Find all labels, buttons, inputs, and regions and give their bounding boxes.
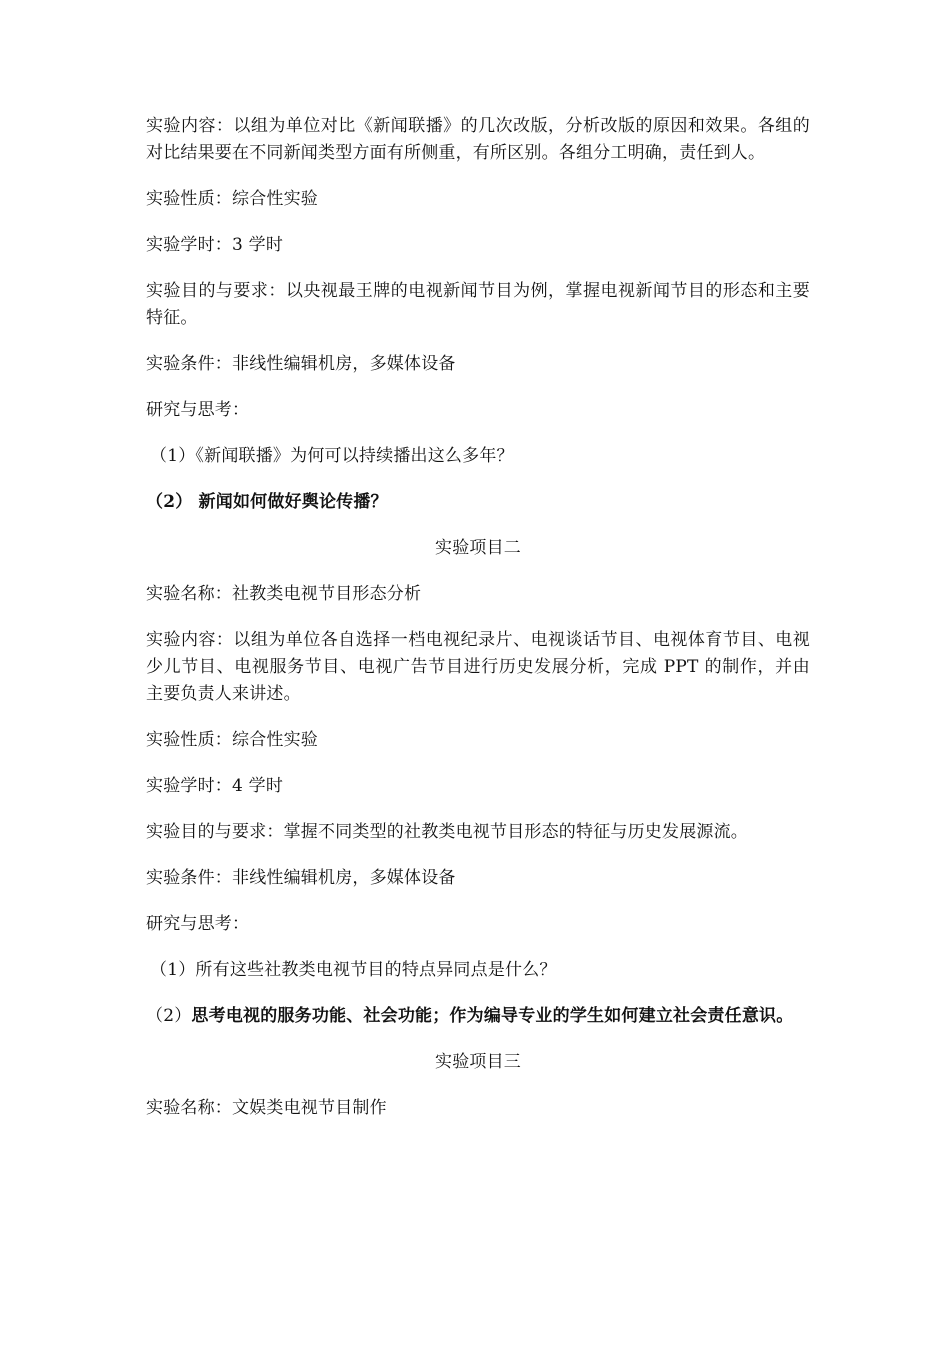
paragraph-experiment-hours-1: 实验学时：3 学时 <box>146 235 284 255</box>
section-title-project-2: 实验项目二 <box>435 538 521 558</box>
question-2-2-number: （2） <box>146 1006 192 1026</box>
paragraph-experiment-goals-1: 实验目的与要求：以央视最王牌的电视新闻节目为例，掌握电视新闻节目的形态和主要特征。 <box>146 281 810 328</box>
paragraph-question-1-1: （1）《新闻联播》为何可以持续播出这么多年？ <box>150 446 514 466</box>
paragraph-experiment-content-1: 实验内容：以组为单位对比《新闻联播》的几次改版，分析改版的原因和效果。各组的对比结果要在不同新闻类型方面有所侧重，有所区别。各组分工明确，责任到人。 <box>146 116 810 163</box>
paragraph-question-1-2: （2） 新闻如何做好舆论传播？ <box>146 492 388 512</box>
paragraph-experiment-hours-2: 实验学时：4 学时 <box>146 776 284 796</box>
document-body <box>146 113 810 1141</box>
paragraph-experiment-name-2: 实验名称：社教类电视节目形态分析 <box>146 584 422 604</box>
paragraph-experiment-conditions-1: 实验条件：非线性编辑机房，多媒体设备 <box>146 354 456 374</box>
paragraph-experiment-content-2: 实验内容：以组为单位各自选择一档电视纪录片、电视谈话节目、电视体育节目、电视少儿节目、电视服务节目、电视广告节目进行历史发展分析，完成 PPT 的制作，并由主要负责人来讲述。 <box>146 630 810 704</box>
paragraph-experiment-conditions-2: 实验条件：非线性编辑机房，多媒体设备 <box>146 868 456 888</box>
paragraph-question-2-2 <box>146 1003 810 1030</box>
paragraph-research-heading-2: 研究与思考： <box>146 914 250 934</box>
section-title-project-3: 实验项目三 <box>435 1052 521 1072</box>
paragraph-experiment-name-3: 实验名称：文娱类电视节目制作 <box>146 1098 387 1118</box>
paragraph-experiment-goals-2: 实验目的与要求：掌握不同类型的社教类电视节目形态的特征与历史发展源流。 <box>146 822 748 842</box>
paragraph-experiment-nature-1: 实验性质：综合性实验 <box>146 189 318 209</box>
paragraph-research-heading-1: 研究与思考： <box>146 400 250 420</box>
question-2-2-text: 思考电视的服务功能、社会功能；作为编导专业的学生如何建立社会责任意识。 <box>191 1006 794 1026</box>
paragraph-question-2-1: （1）所有这些社教类电视节目的特点异同点是什么？ <box>150 960 557 980</box>
paragraph-experiment-nature-2: 实验性质：综合性实验 <box>146 730 318 750</box>
